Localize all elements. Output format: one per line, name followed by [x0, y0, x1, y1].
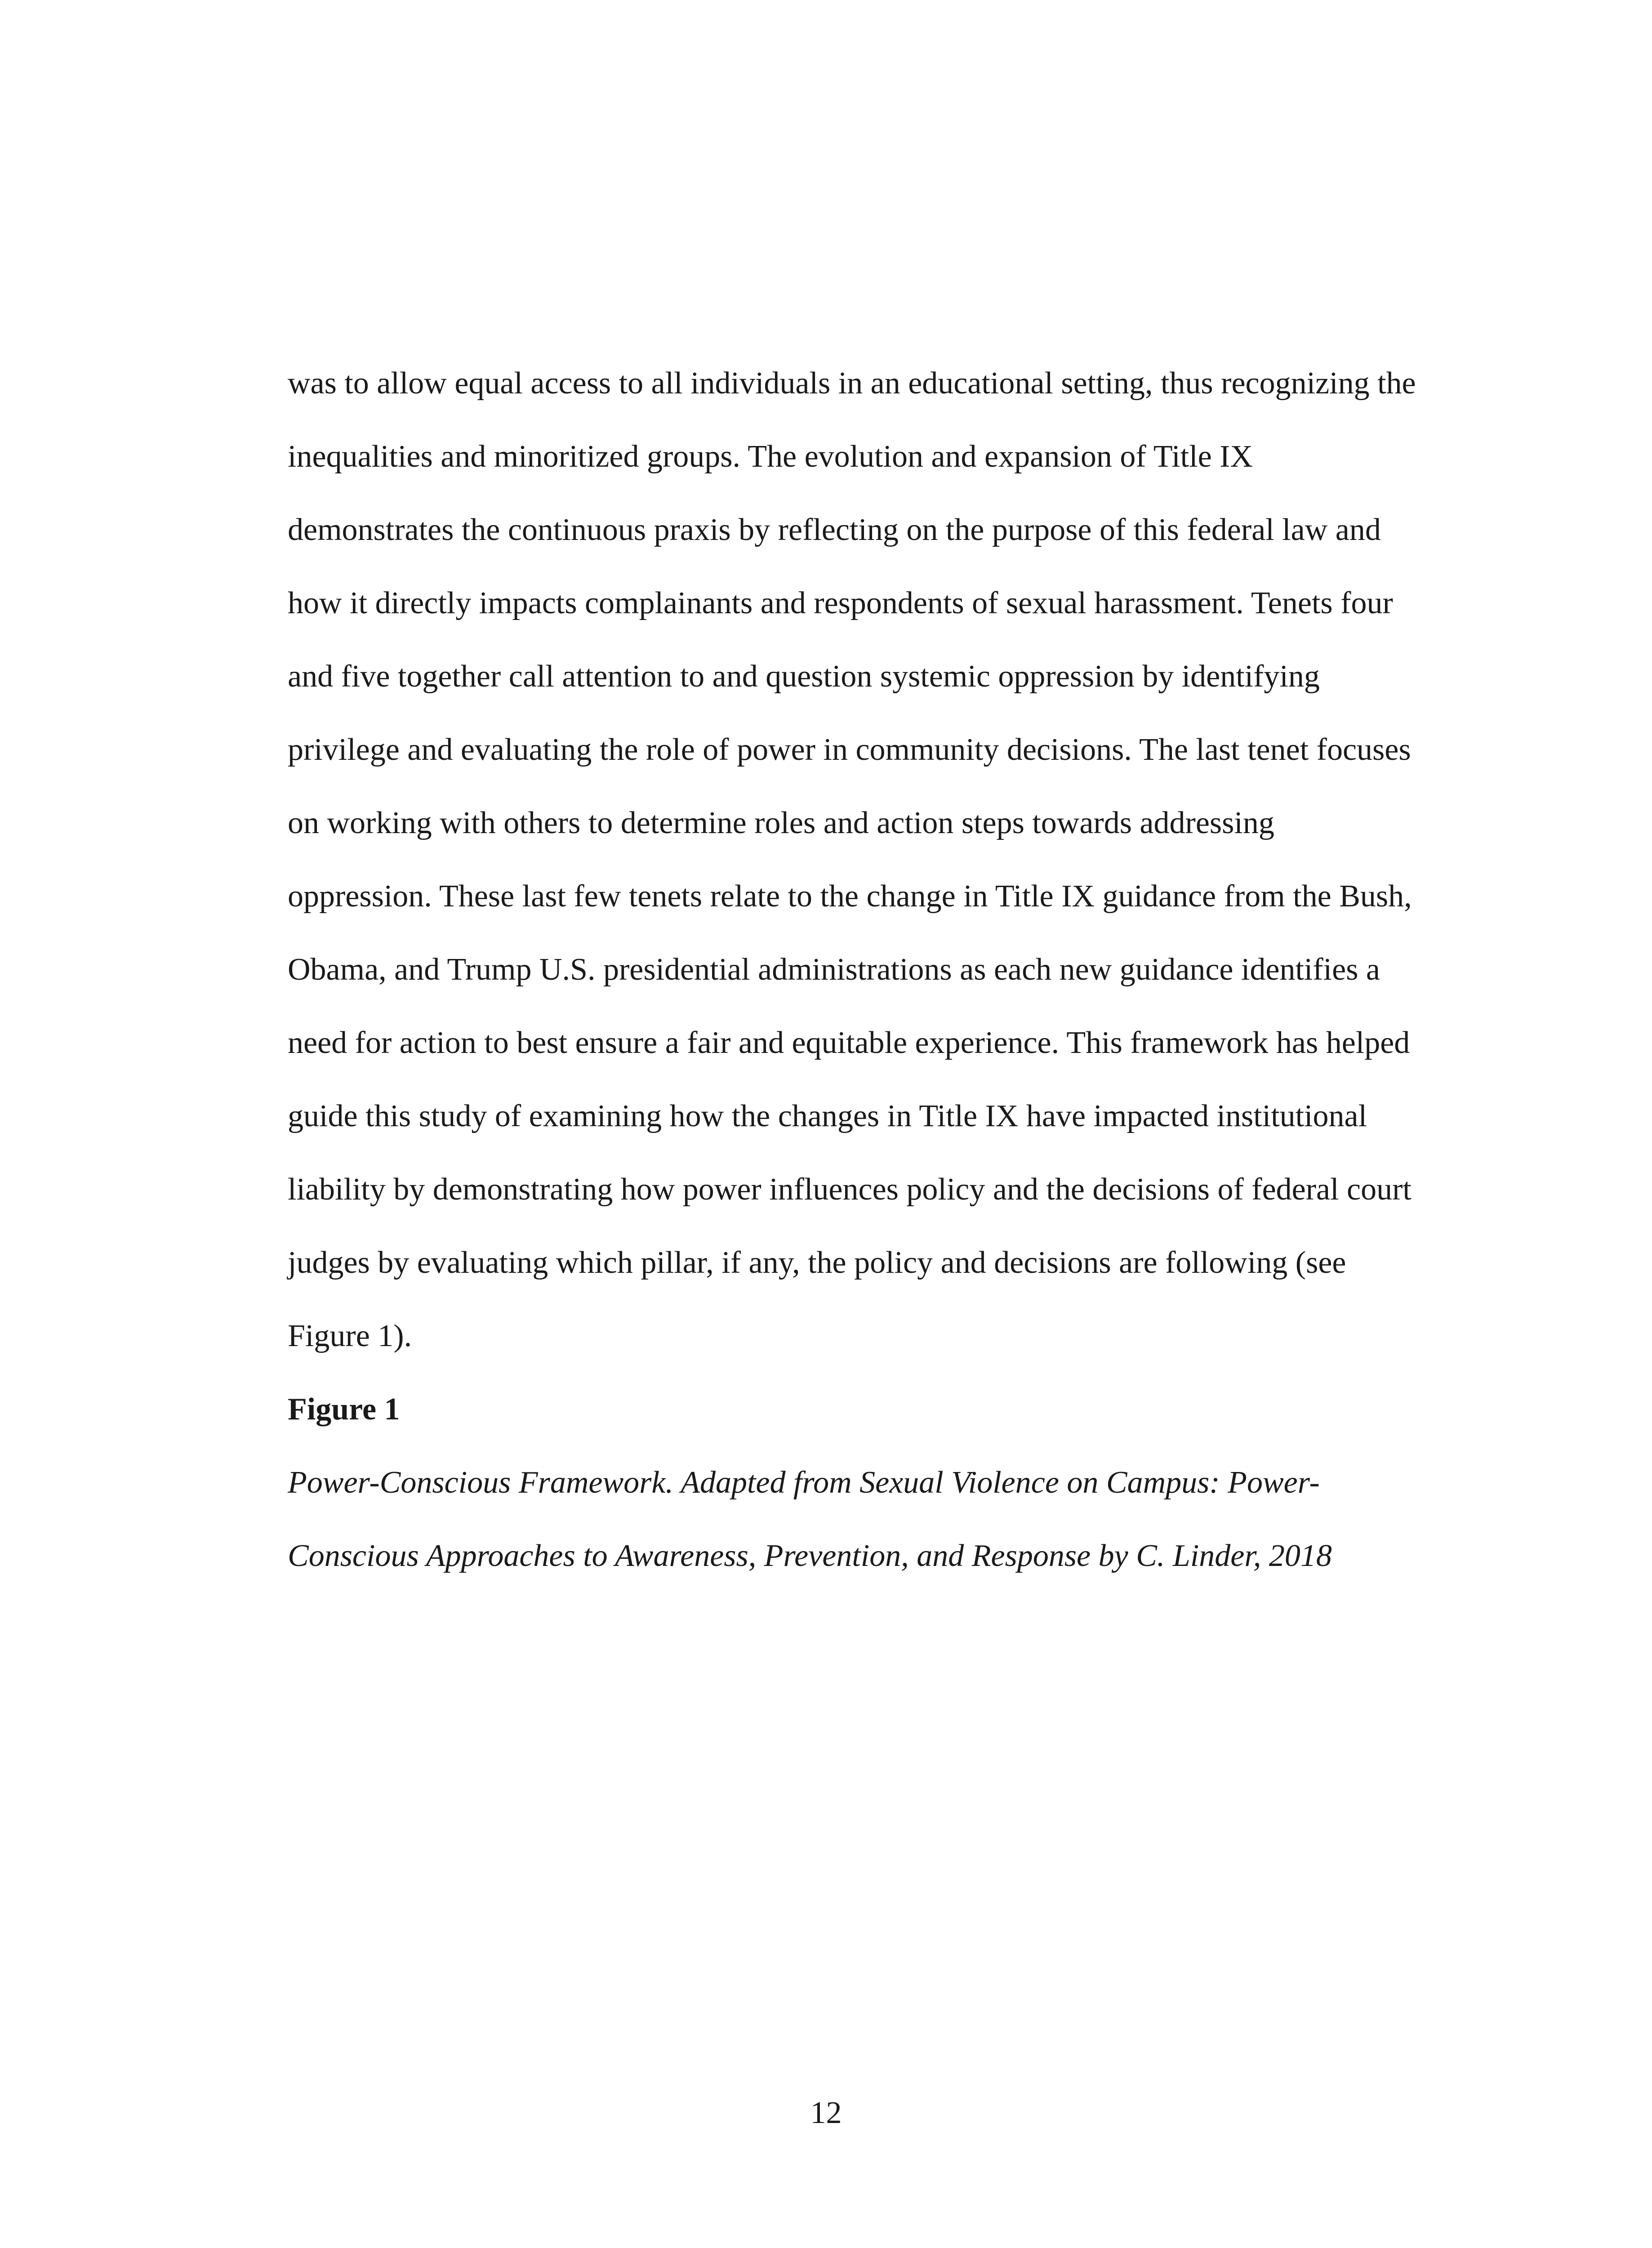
body-line-12: liability by demonstrating how power influences policy and the decisions of federal court [288, 1172, 1412, 1207]
body-line-2: inequalities and minoritized groups. The evolution and expansion of Title IX [288, 439, 1253, 474]
body-line-4: how it directly impacts complainants and respondents of sexual harassment. Tenets four [288, 586, 1393, 620]
page-number: 12 [810, 2096, 842, 2130]
body-line-11: guide this study of examining how the changes in Title IX have impacted institutional [288, 1099, 1367, 1133]
body-line-1: was to allow equal access to all individuals in an educational setting, thus recognizing the [288, 366, 1416, 401]
body-line-8: oppression. These last few tenets relate to the change in Title IX guidance from the Bush, [288, 879, 1412, 914]
figure-heading: Figure 1 [288, 1392, 400, 1427]
body-line-9: Obama, and Trump U.S. presidential administrations as each new guidance identifies a [288, 952, 1380, 987]
body-line-10: need for action to best ensure a fair and equitable experience. This framework has helped [288, 1026, 1410, 1060]
body-line-7: on working with others to determine roles and action steps towards addressing [288, 806, 1274, 840]
body-line-14: Figure 1). [288, 1319, 412, 1353]
body-line-3: demonstrates the continuous praxis by reflecting on the purpose of this federal law and [288, 513, 1381, 547]
body-line-13: judges by evaluating which pillar, if any, the policy and decisions are following (see [288, 1245, 1346, 1280]
body-line-5: and five together call attention to and question systemic oppression by identifying [288, 659, 1320, 694]
figure-caption-line-2: Conscious Approaches to Awareness, Prevention, and Response by C. Linder, 2018 [288, 1539, 1332, 1573]
body-line-6: privilege and evaluating the role of power in community decisions. The last tenet focuses [288, 732, 1411, 767]
figure-caption-line-1: Power-Conscious Framework. Adapted from Sexual Violence on Campus: Power- [288, 1465, 1320, 1500]
